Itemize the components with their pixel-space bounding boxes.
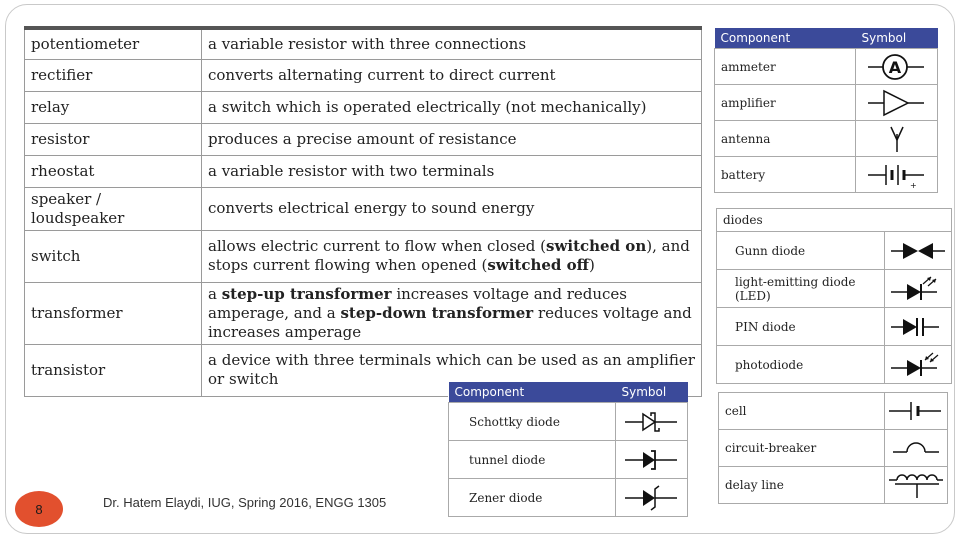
- zener-diode-symbol-icon: [616, 479, 688, 517]
- table-row: [715, 157, 938, 193]
- delay-line-symbol-icon: [885, 467, 948, 504]
- term-cell: rheostat: [25, 155, 202, 187]
- table-row: [717, 232, 952, 270]
- component-name: amplifier: [715, 85, 856, 121]
- term-cell: rectifier: [25, 59, 202, 91]
- table-row: [25, 282, 702, 344]
- footer-text: Dr. Hatem Elaydi, IUG, Spring 2016, ENGG 1305: [103, 495, 387, 510]
- component-name: ammeter: [715, 49, 856, 85]
- term-cell: transformer: [25, 282, 202, 344]
- component-name: light-emitting diode (LED): [717, 270, 885, 308]
- table-row: [715, 121, 938, 157]
- definition-cell: produces a precise amount of resistance: [202, 123, 702, 155]
- table-row: [719, 430, 948, 467]
- diodes-header: diodes: [717, 209, 952, 232]
- component-name: tunnel diode: [449, 441, 616, 479]
- component-name: Zener diode: [449, 479, 616, 517]
- component-name: PIN diode: [717, 308, 885, 346]
- page-number-badge: 8: [15, 491, 63, 527]
- table-row: [25, 155, 702, 187]
- svg-text:+: +: [909, 180, 917, 190]
- table-row: [719, 393, 948, 430]
- term-cell: speaker / loudspeaker: [25, 187, 202, 230]
- definition-cell: a switch which is operated electrically (not mechanically): [202, 91, 702, 123]
- table-row: [25, 59, 702, 91]
- table-row: [449, 479, 688, 517]
- component-name: delay line: [719, 467, 885, 504]
- antenna-symbol-icon: [856, 121, 938, 157]
- header-symbol: Symbol: [616, 382, 688, 403]
- schottky-diode-symbol-icon: [616, 403, 688, 441]
- table-row: [25, 28, 702, 59]
- table-row: [715, 49, 938, 85]
- term-cell: transistor: [25, 344, 202, 396]
- ammeter-symbol-icon: [856, 49, 938, 85]
- misc-component-table: [718, 392, 948, 504]
- definition-cell: a variable resistor with two terminals: [202, 155, 702, 187]
- header-symbol: Symbol: [856, 28, 938, 49]
- definition-cell: converts electrical energy to sound energy: [202, 187, 702, 230]
- component-name: Schottky diode: [449, 403, 616, 441]
- definition-cell: a device with three terminals which can be used as an amplifier or switch: [202, 344, 702, 396]
- header-component: Component: [449, 382, 616, 403]
- photodiode-symbol-icon: [885, 346, 952, 384]
- component-table-bottom: [448, 382, 688, 517]
- table-row: [717, 346, 952, 384]
- led-symbol-icon: [885, 270, 952, 308]
- component-name: battery: [715, 157, 856, 193]
- term-cell: potentiometer: [25, 28, 202, 59]
- table-row: [449, 441, 688, 479]
- ammeter-letter: A: [888, 57, 901, 77]
- term-cell: switch: [25, 230, 202, 282]
- component-name: circuit-breaker: [719, 430, 885, 467]
- table-row: [715, 85, 938, 121]
- amplifier-symbol-icon: [856, 85, 938, 121]
- table-row: [25, 187, 702, 230]
- component-name: antenna: [715, 121, 856, 157]
- definition-cell: allows electric current to flow when closed (switched on), and stops current flowing when opened (switched off): [202, 230, 702, 282]
- pin-diode-symbol-icon: [885, 308, 952, 346]
- tunnel-diode-symbol-icon: [616, 441, 688, 479]
- definition-cell: a variable resistor with three connections: [202, 28, 702, 59]
- component-name: cell: [719, 393, 885, 430]
- glossary-table: [24, 26, 702, 397]
- table-row: [449, 403, 688, 441]
- cell-symbol-icon: [885, 393, 948, 430]
- term-cell: resistor: [25, 123, 202, 155]
- circuit-breaker-symbol-icon: [885, 430, 948, 467]
- table-row: [717, 270, 952, 308]
- component-name: Gunn diode: [717, 232, 885, 270]
- table-row: [25, 123, 702, 155]
- component-name: photodiode: [717, 346, 885, 384]
- battery-symbol-icon: [856, 157, 938, 193]
- gunn-diode-symbol-icon: [885, 232, 952, 270]
- table-row: [717, 308, 952, 346]
- table-row: [25, 91, 702, 123]
- definition-cell: a step-up transformer increases voltage and reduces amperage, and a step-down transformer reduces voltage and increases amperage: [202, 282, 702, 344]
- term-cell: relay: [25, 91, 202, 123]
- component-table-top: [714, 28, 938, 193]
- definition-cell: converts alternating current to direct current: [202, 59, 702, 91]
- header-component: Component: [715, 28, 856, 49]
- diodes-table: [716, 208, 952, 384]
- table-row: [25, 230, 702, 282]
- table-row: [719, 467, 948, 504]
